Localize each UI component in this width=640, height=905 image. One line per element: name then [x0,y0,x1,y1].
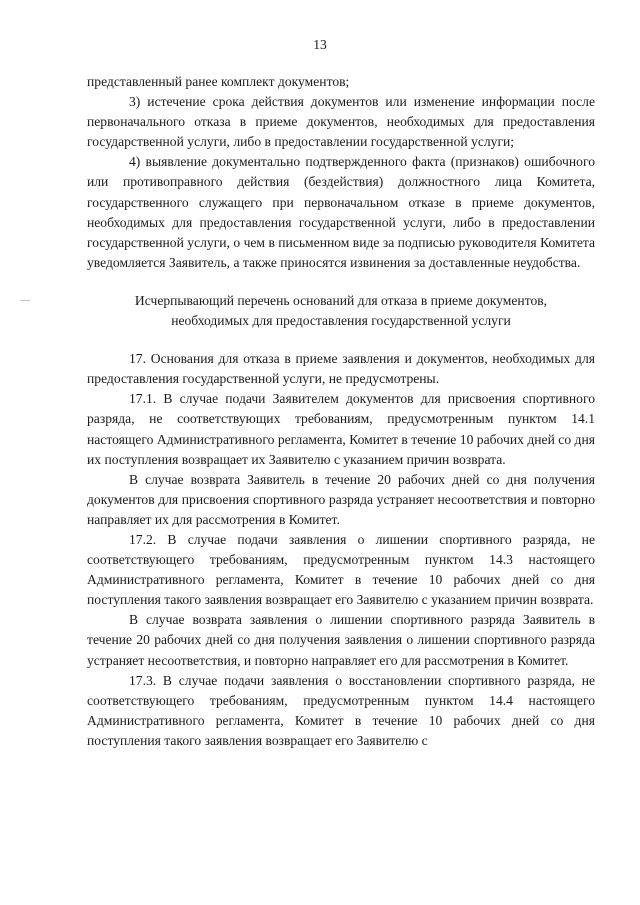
section-heading [87,291,595,331]
spacer [87,331,595,349]
scan-artifact [20,300,30,301]
document-body [87,72,595,751]
paragraph-item-4: 4) выявление документально подтвержденного факта (признаков) ошибочного или противоправного действия (бездействия) должностного лица Комитета, государственного служащего при первоначальном отказе в приеме документов, необходимых для предоставления государственной услуги, либо в предоставлении государственной услуги, о чем в письменном виде за подписью руководителя Комитета уведомляется Заявитель, а также приносятся извинения за доставленные неудобства. [87,154,595,270]
paragraph-17-1: 17.1. В случае подачи Заявителем документов для присвоения спортивного разряда, не соответствующих требованиям, предусмотренным пунктом 14.1 настоящего Административного регламента, Комитет в течение 10 рабочих дней со дня их поступления возвращает их Заявителю с указанием причин возврата. [87,391,595,467]
paragraph-17-3: 17.3. В случае подачи заявления о восстановлении спортивного разряда, не соответствующего требованиям, предусмотренным пунктом 14.4 настоящего Административного регламента, Комитет в течение 10 рабочих дней со дня поступления такого заявления возвращает его Заявителю с [87,672,595,748]
paragraph-17-2-return: В случае возврата заявления о лишении спортивного разряда Заявитель в течение 20 рабочих дней со дня получения заявления о лишении спортивного разряда устраняет несоответствия, и повторно направляет его для рассмотрения в Комитет. [87,612,595,668]
section-heading-line-2: необходимых для предоставления государственной услуги [171,313,511,329]
paragraph-17-1-return: В случае возврата Заявитель в течение 20 рабочих дней со дня получения документов для присвоения спортивного разряда устраняет несоответствия и повторно направляет их для рассмотрения в Комитет. [87,471,595,527]
section-heading-line-1: Исчерпывающий перечень оснований для отказа в приеме документов, [134,292,548,308]
paragraph-item-3: 3) истечение срока действия документов или изменение информации после первоначального отказа в приеме документов, необходимых для предоставления государственной услуги, либо в предоставлении государственной услуги; [87,94,595,150]
paragraph-17-2: 17.2. В случае подачи заявления о лишении спортивного разряда, не соответствующего требованиям, предусмотренным пунктом 14.3 настоящего Административного регламента, Комитет в течение 10 рабочих дней со дня поступления такого заявления возвращает его Заявителю с указанием причин возврата. [87,531,595,608]
paragraph-17: 17. Основания для отказа в приеме заявления и документов, необходимых для предоставления государственной услуги, не предусмотрены. [87,351,595,387]
spacer [87,273,595,291]
paragraph-continuation: представленный ранее комплект документов; [87,74,350,89]
page-number: 13 [313,37,327,52]
